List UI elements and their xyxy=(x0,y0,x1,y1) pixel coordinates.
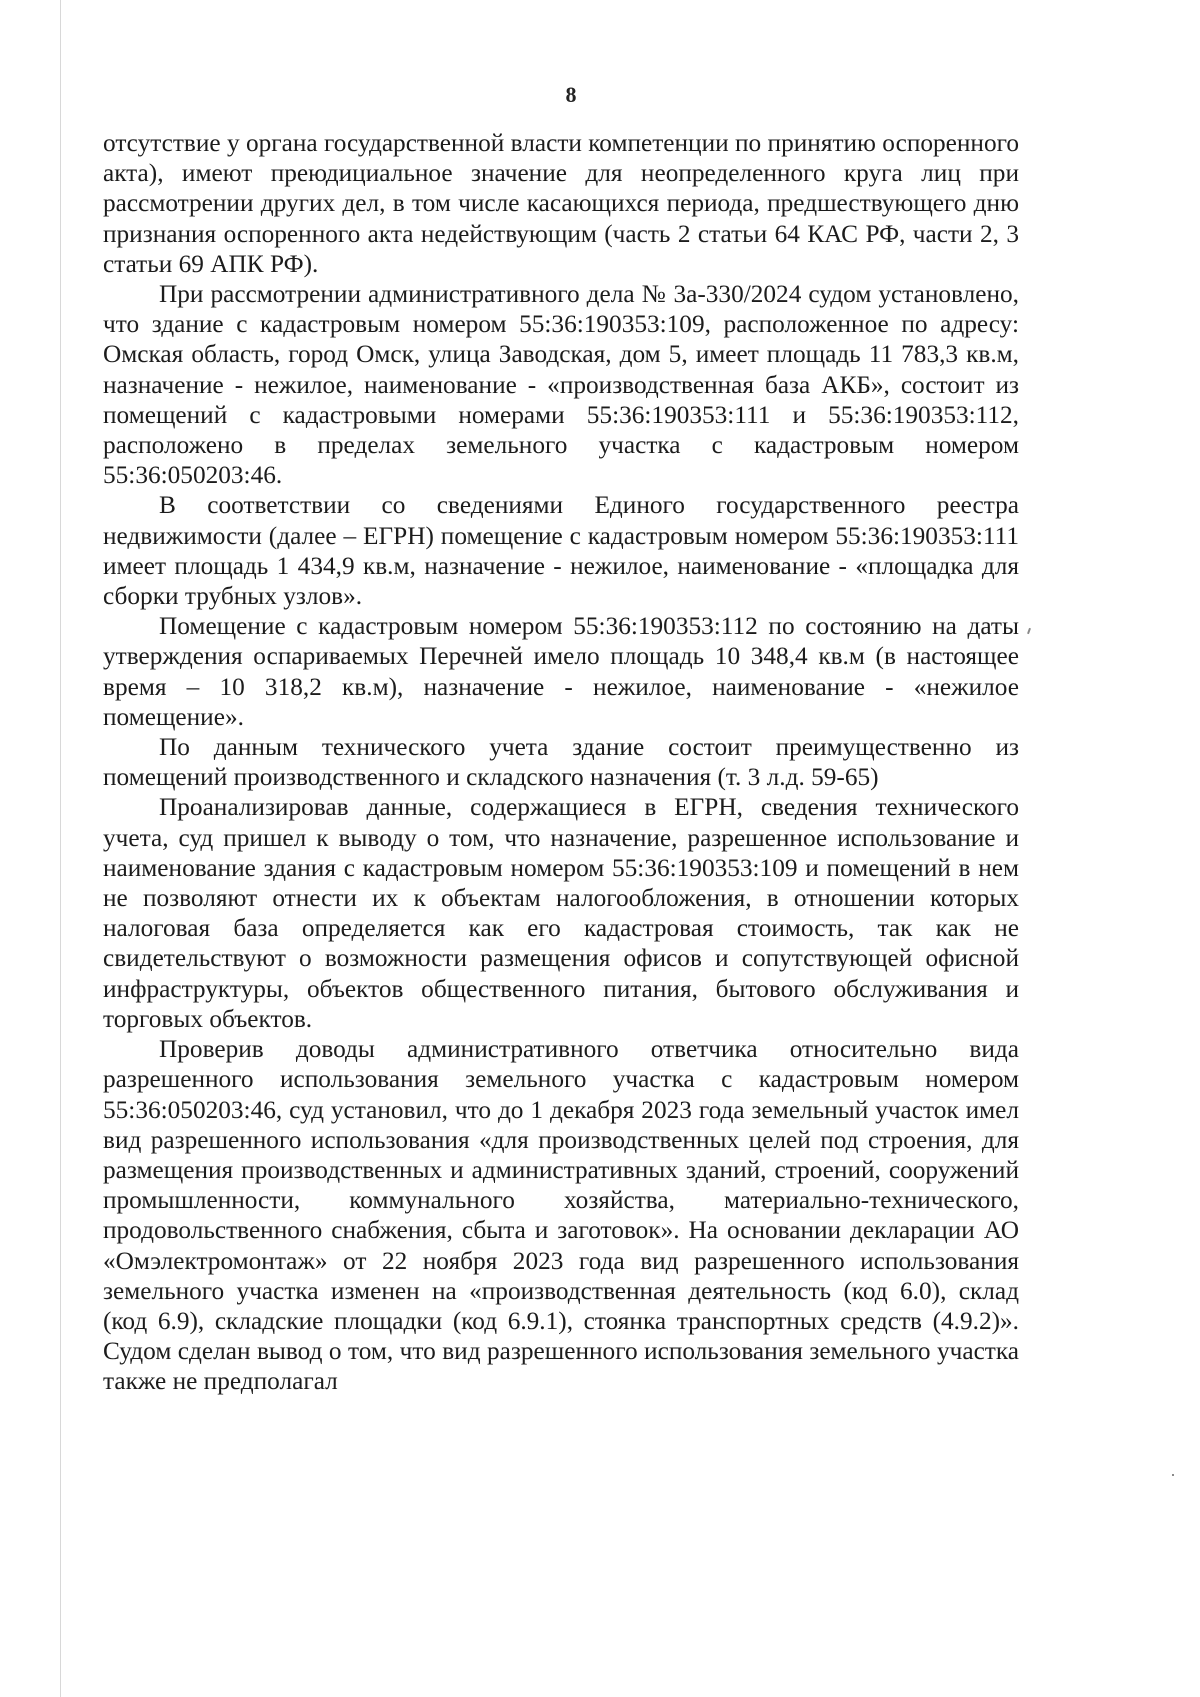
scan-speck xyxy=(1027,628,1031,634)
paragraph-6: Проанализировав данные, содержащиеся в ЕГРН, сведения технического учета, суд пришел к выводу о том, что назначение, разрешенное использование и наименование здания с кадастровым номером 55:36:190353:109 и помещений в нем не позволяют отнести их к объектам налогообложения, в отношении которых налоговая база определяется как его кадастровая стоимость, так как не свидетельствуют о возможности размещения офисов и сопутствующей офисной инфраструктуры, объектов общественного питания, бытового обслуживания и торговых объектов. xyxy=(103,793,1019,1033)
paragraph-3: В соответствии со сведениями Единого государственного реестра недвижимости (далее – ЕГРН) помещение с кадастровым номером 55:36:190353:111 имеет площадь 1 434,9 кв.м, назначение - нежилое, наименование - «площадка для сборки трубных узлов». xyxy=(103,491,1019,611)
scan-speck xyxy=(1172,1474,1174,1476)
document-body xyxy=(103,128,1019,1397)
page-number: 8 xyxy=(565,82,577,107)
paragraph-2: При рассмотрении административного дела № 3а-330/2024 судом установлено, что здание с кадастровым номером 55:36:190353:109, расположенное по адресу: Омская область, город Омск, улица Заводская, дом 5, имеет площадь 11 783,3 кв.м, назначение - нежилое, наименование - «производственная база АКБ», состоит из помещений с кадастровыми номерами 55:36:190353:111 и 55:36:190353:112, расположено в пределах земельного участка с кадастровым номером 55:36:050203:46. xyxy=(103,280,1019,490)
paragraph-1: отсутствие у органа государственной власти компетенции по принятию оспоренного акта), имеют преюдициальное значение для неопределенного круга лиц при рассмотрении других дел, в том числе касающихся периода, предшествующего дню признания оспоренного акта недействующим (часть 2 статьи 64 КАС РФ, части 2, 3 статьи 69 АПК РФ). xyxy=(103,129,1019,278)
paragraph-5: По данным технического учета здание состоит преимущественно из помещений производственного и складского назначения (т. 3 л.д. 59-65) xyxy=(103,733,1019,792)
paragraph-4: Помещение с кадастровым номером 55:36:190353:112 по состоянию на даты утверждения оспариваемых Перечней имело площадь 10 348,4 кв.м (в настоящее время – 10 318,2 кв.м), назначение - нежилое, наименование - «нежилое помещение». xyxy=(103,612,1019,731)
paragraph-7: Проверив доводы административного ответчика относительно вида разрешенного использования земельного участка с кадастровым номером 55:36:050203:46, суд установил, что до 1 декабря 2023 года земельный участок имел вид разрешенного использования «для производственных целей под строения, для размещения производственных и административных зданий, строений, сооружений промышленности, коммунального хозяйства, материально-технического, продовольственного снабжения, сбыта и заготовок». На основании декларации АО «Омэлектромонтаж» от 22 ноября 2023 года вид разрешенного использования земельного участка изменен на «производственная деятельность (код 6.0), склад (код 6.9), складские площадки (код 6.9.1), стоянка транспортных средств (4.9.2)». Судом сделан вывод о том, что вид разрешенного использования земельного участка также не предполагал xyxy=(103,1035,1019,1396)
page-edge-line xyxy=(60,0,61,1697)
